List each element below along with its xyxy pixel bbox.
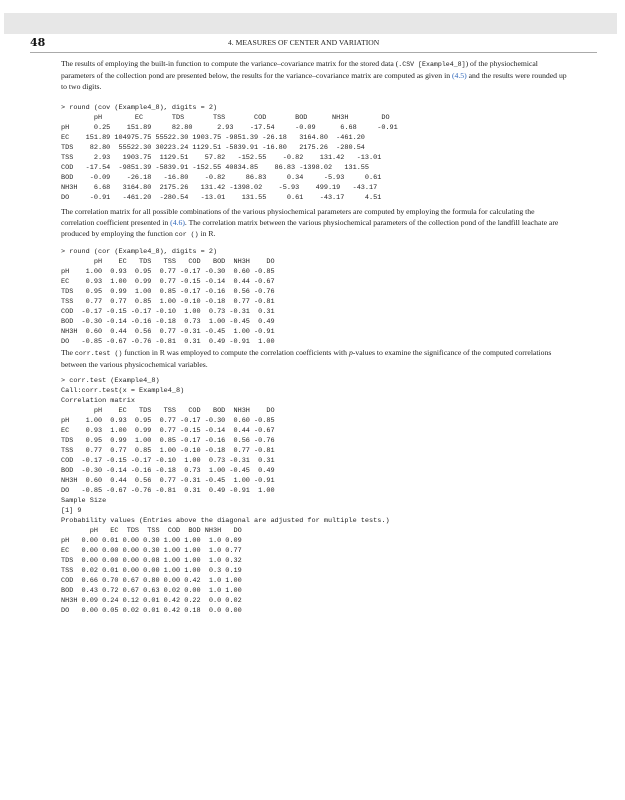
probability-header: pH EC TDS TSS COD BOD NH3H DO	[61, 527, 242, 535]
matrix-row: BOD -0.30 -0.14 -0.16 -0.18 0.73 1.00 -0.45 0.49	[61, 467, 275, 475]
matrix-row: DO -0.91 -461.20 -280.54 -13.01 131.55 0.61 -43.17 4.51	[61, 194, 382, 202]
probability-row: pH 0.00 0.01 0.00 0.30 1.00 1.00 1.0 0.09	[61, 537, 242, 545]
probability-row: BOD 0.43 0.72 0.67 0.63 0.02 0.00 1.0 1.00	[61, 587, 242, 595]
top-margin-band	[4, 13, 617, 34]
page-number: 48	[30, 36, 46, 49]
matrix-row: TSS 0.77 0.77 0.85 1.00 -0.10 -0.18 0.77 -0.81	[61, 447, 275, 455]
inline-code-filename: .CSV [Example4_8]	[398, 61, 466, 68]
matrix-row: DO -0.85 -0.67 -0.76 -0.81 0.31 0.49 -0.91 1.00	[61, 338, 275, 346]
probability-title: Probability values (Entries above the diagonal are adjusted for multiple tests.)	[61, 517, 390, 525]
probability-row: DO 0.00 0.05 0.02 0.01 0.42 0.18 0.0 0.00	[61, 607, 242, 615]
equation-ref-link[interactable]: (4.6)	[170, 218, 185, 227]
para2-text-start: The correlation matrix for all possible combinations of the various physiochemical parameters are computed by employing the formula for calculating the correlation coefficient presented in	[61, 207, 535, 227]
matrix-row: EC 0.93 1.00 0.99 0.77 -0.15 -0.14 0.44 -0.67	[61, 427, 275, 435]
inline-code-function: cor ()	[174, 231, 199, 238]
para1-text-start: The results of employing the built-in function to compute the variance–covariance matrix for the stored data (	[61, 59, 399, 68]
code-command: > round (cov (Example4_8), digits = 2)	[61, 104, 218, 112]
matrix-row: EC 151.89 104975.75 55522.30 1903.75 -9851.39 -26.18 3164.80 -461.20	[61, 134, 365, 142]
page-header	[30, 36, 597, 53]
para1-text-end: and the results were rounded up to two digits.	[61, 71, 567, 91]
matrix-row: NH3H 0.60 0.44 0.56 0.77 -0.31 -0.45 1.00 -0.91	[61, 328, 275, 336]
matrix-row: COD -0.17 -0.15 -0.17 -0.10 1.00 0.73 -0.31 0.31	[61, 308, 275, 316]
code-command: > corr.test (Example4_8)	[61, 377, 160, 385]
probability-row: TSS 0.02 0.01 0.00 0.00 1.00 1.00 0.3 0.19	[61, 567, 242, 575]
matrix-row: TDS 82.80 55522.30 30223.24 1129.51 -5839.91 -16.80 2175.26 -280.54	[61, 144, 365, 152]
para1-text-middle: ) of the physiochemical parameters of the collection pond are presented below, the results for the variance–covariance matrix are computed as given in	[61, 59, 538, 80]
code-command: > round (cor (Example4_8), digits = 2)	[61, 248, 218, 256]
para3-text-end: -values to examine the significance of the computed correlations between the various physicochemical variables.	[61, 348, 552, 369]
matrix-header: pH EC TDS TSS COD BOD NH3H DO	[61, 114, 390, 122]
matrix-row: pH 1.00 0.93 0.95 0.77 -0.17 -0.30 0.60 -0.85	[61, 417, 275, 425]
correlation-code-block	[61, 247, 275, 347]
sample-size-label: Sample Size	[61, 497, 107, 505]
covariance-code-block	[61, 103, 398, 203]
italic-p: p	[348, 348, 353, 357]
probability-row: EC 0.00 0.00 0.00 0.30 1.00 1.00 1.0 0.77	[61, 547, 242, 555]
para3-text-middle: function in R was employed to compute the correlation coefficients with	[122, 348, 349, 357]
paragraph-covariance-intro	[61, 58, 567, 92]
probability-row: NH3H 0.09 0.24 0.12 0.01 0.42 0.22 0.0 0.02	[61, 597, 242, 605]
matrix-row: COD -0.17 -0.15 -0.17 -0.10 1.00 0.73 -0.31 0.31	[61, 457, 275, 465]
matrix-row: TSS 0.77 0.77 0.85 1.00 -0.10 -0.18 0.77 -0.81	[61, 298, 275, 306]
matrix-row: NH3H 0.60 0.44 0.56 0.77 -0.31 -0.45 1.00 -0.91	[61, 477, 275, 485]
paragraph-corr-test-intro	[61, 347, 567, 370]
matrix-row: pH 0.25 151.89 82.80 2.93 -17.54 -0.09 6.68 -0.91	[61, 124, 398, 132]
code-output-line: Call:corr.test(x = Example4_8)	[61, 387, 185, 395]
matrix-row: pH 1.00 0.93 0.95 0.77 -0.17 -0.30 0.60 -0.85	[61, 268, 275, 276]
matrix-row: NH3H 6.68 3164.80 2175.26 131.42 -1398.02 -5.93 499.19 -43.17	[61, 184, 378, 192]
para2-text-middle: . The correlation matrix between the various physiochemical parameters of the collection pond of the landfill leachate are produced by employing the function	[61, 218, 559, 238]
matrix-row: EC 0.93 1.00 0.99 0.77 -0.15 -0.14 0.44 -0.67	[61, 278, 275, 286]
code-output-line: Correlation matrix	[61, 397, 135, 405]
running-title: 4. MEASURES OF CENTER AND VARIATION	[228, 38, 380, 47]
probability-row: TDS 0.00 0.00 0.00 0.08 1.00 1.00 1.0 0.32	[61, 557, 242, 565]
matrix-row: TSS 2.93 1903.75 1129.51 57.82 -152.55 -0.82 131.42 -13.01	[61, 154, 382, 162]
para2-text-end: in R.	[198, 229, 216, 238]
sample-size-value: [1] 9	[61, 507, 82, 515]
matrix-header: pH EC TDS TSS COD BOD NH3H DO	[61, 258, 275, 266]
paragraph-correlation-intro	[61, 206, 567, 240]
matrix-row: TDS 0.95 0.99 1.00 0.85 -0.17 -0.16 0.56 -0.76	[61, 437, 275, 445]
equation-ref-link[interactable]: (4.5)	[451, 71, 467, 80]
matrix-header: pH EC TDS TSS COD BOD NH3H DO	[61, 407, 275, 415]
matrix-row: COD -17.54 -9851.39 -5839.91 -152.55 40834.85 86.83 -1398.02 131.55	[61, 164, 370, 172]
matrix-row: BOD -0.09 -26.18 -16.80 -0.82 86.83 0.34 -5.93 0.61	[61, 174, 382, 182]
matrix-row: DO -0.85 -0.67 -0.76 -0.81 0.31 0.49 -0.91 1.00	[61, 487, 275, 495]
probability-row: COD 0.66 0.70 0.67 0.80 0.00 0.42 1.0 1.00	[61, 577, 242, 585]
corr-test-code-block	[61, 376, 390, 616]
matrix-row: BOD -0.30 -0.14 -0.16 -0.18 0.73 1.00 -0.45 0.49	[61, 318, 275, 326]
inline-code-function: corr.test ()	[74, 350, 123, 357]
matrix-row: TDS 0.95 0.99 1.00 0.85 -0.17 -0.16 0.56 -0.76	[61, 288, 275, 296]
para3-text-start: The	[61, 348, 75, 357]
